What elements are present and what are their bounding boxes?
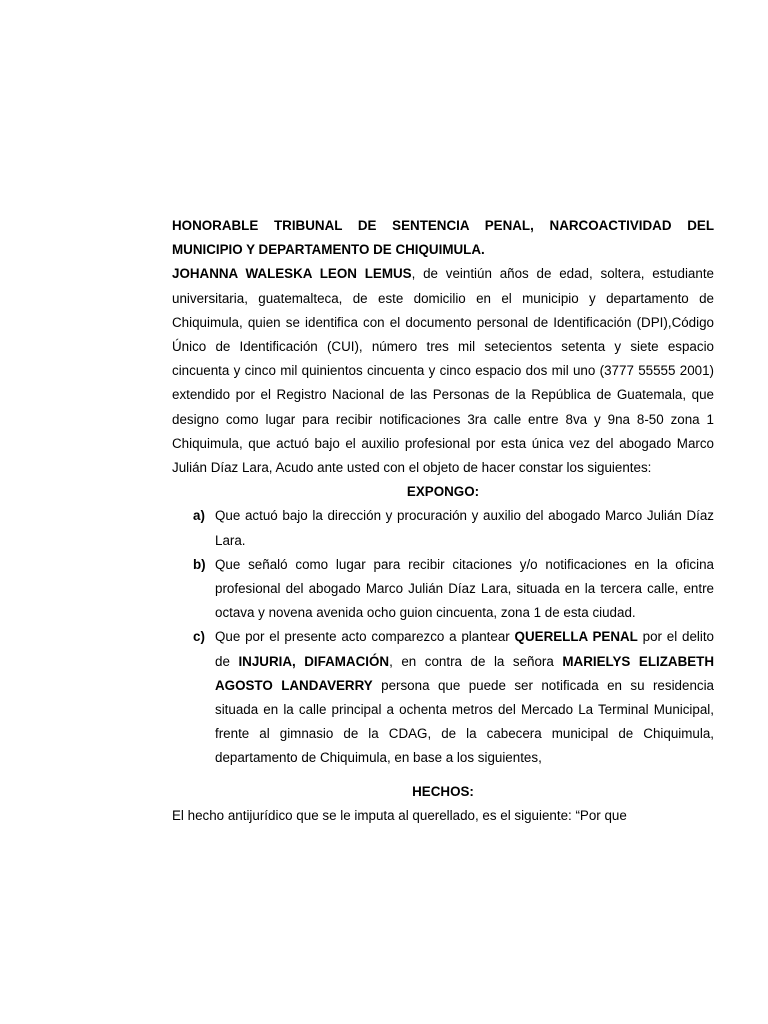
hechos-title: HECHOS: xyxy=(412,783,474,799)
list-item-text: Que por el presente acto comparezco a plantear xyxy=(215,629,515,645)
offense-name: INJURIA, DIFAMACIÓN xyxy=(238,653,390,669)
list-item xyxy=(172,625,714,770)
document-heading: HONORABLE TRIBUNAL DE SENTENCIA PENAL, NARCOACTIVIDAD DEL MUNICIPIO Y DEPARTAMENTO DE CHIQUIMULA. xyxy=(172,218,714,258)
list-item xyxy=(172,504,714,552)
hechos-paragraph: El hecho antijurídico que se le imputa al querellado, es el siguiente: “Por que xyxy=(172,807,627,823)
expongo-list xyxy=(172,504,714,770)
list-item-text: Que actuó bajo la dirección y procuración y auxilio del abogado Marco Julián Díaz Lara. xyxy=(215,508,714,548)
list-item-text: persona que puede ser notificada en su residencia situada en la calle principal a ochenta metros del Mercado La Terminal Municipal, frente al gimnasio de la CDAG, de la cabecera municipal de Chiquimula, departamento de Chiquimula, en base a los siguientes, xyxy=(215,677,715,766)
list-item-marker: b) xyxy=(193,556,206,572)
expongo-title: EXPONGO: xyxy=(406,484,480,500)
list-item xyxy=(172,553,714,626)
document-body xyxy=(172,214,714,828)
intro-text: , de veintiún años de edad, soltera, estudiante universitaria, guatemalteca, de este domicilio en el municipio y departamento de Chiquimula, quien se identifica con el documento personal de Identificación (DPI),Código Único de Identificación (CUI), número tres mil setecientos setenta y siete espacio cincuenta y cinco mil quinientos cincuenta y cinco espacio dos mil uno (3777 55555 2001) extendido por el Registro Nacional de las Personas de la República de Guatemala, que designo como lugar para recibir notificaciones 3ra calle entre 8va y 9na 8-50 zona 1 Chiquimula, que actuó bajo el auxilio profesional por esta única vez del abogado Marco Julián Díaz Lara, Acudo ante usted con el objeto de hacer constar los siguientes: xyxy=(172,266,714,476)
intro-paragraph xyxy=(172,262,714,480)
list-item-text: , en contra de la señora xyxy=(389,653,563,669)
list-item-text: por el delito de xyxy=(215,629,715,669)
list-item-marker: a) xyxy=(193,508,205,524)
crime-type: QUERELLA PENAL xyxy=(514,629,638,645)
list-item-marker: c) xyxy=(193,629,205,645)
complainant-name: JOHANNA WALESKA LEON LEMUS xyxy=(172,266,412,282)
list-item-text: Que señaló como lugar para recibir citaciones y/o notificaciones en la oficina profesional del abogado Marco Julián Díaz Lara, situada en la tercera calle, entre octava y novena avenida ocho guion cincuenta, zona 1 de esta ciudad. xyxy=(215,556,714,621)
defendant-name: MARIELYS ELIZABETH AGOSTO LANDAVERRY xyxy=(215,653,715,693)
